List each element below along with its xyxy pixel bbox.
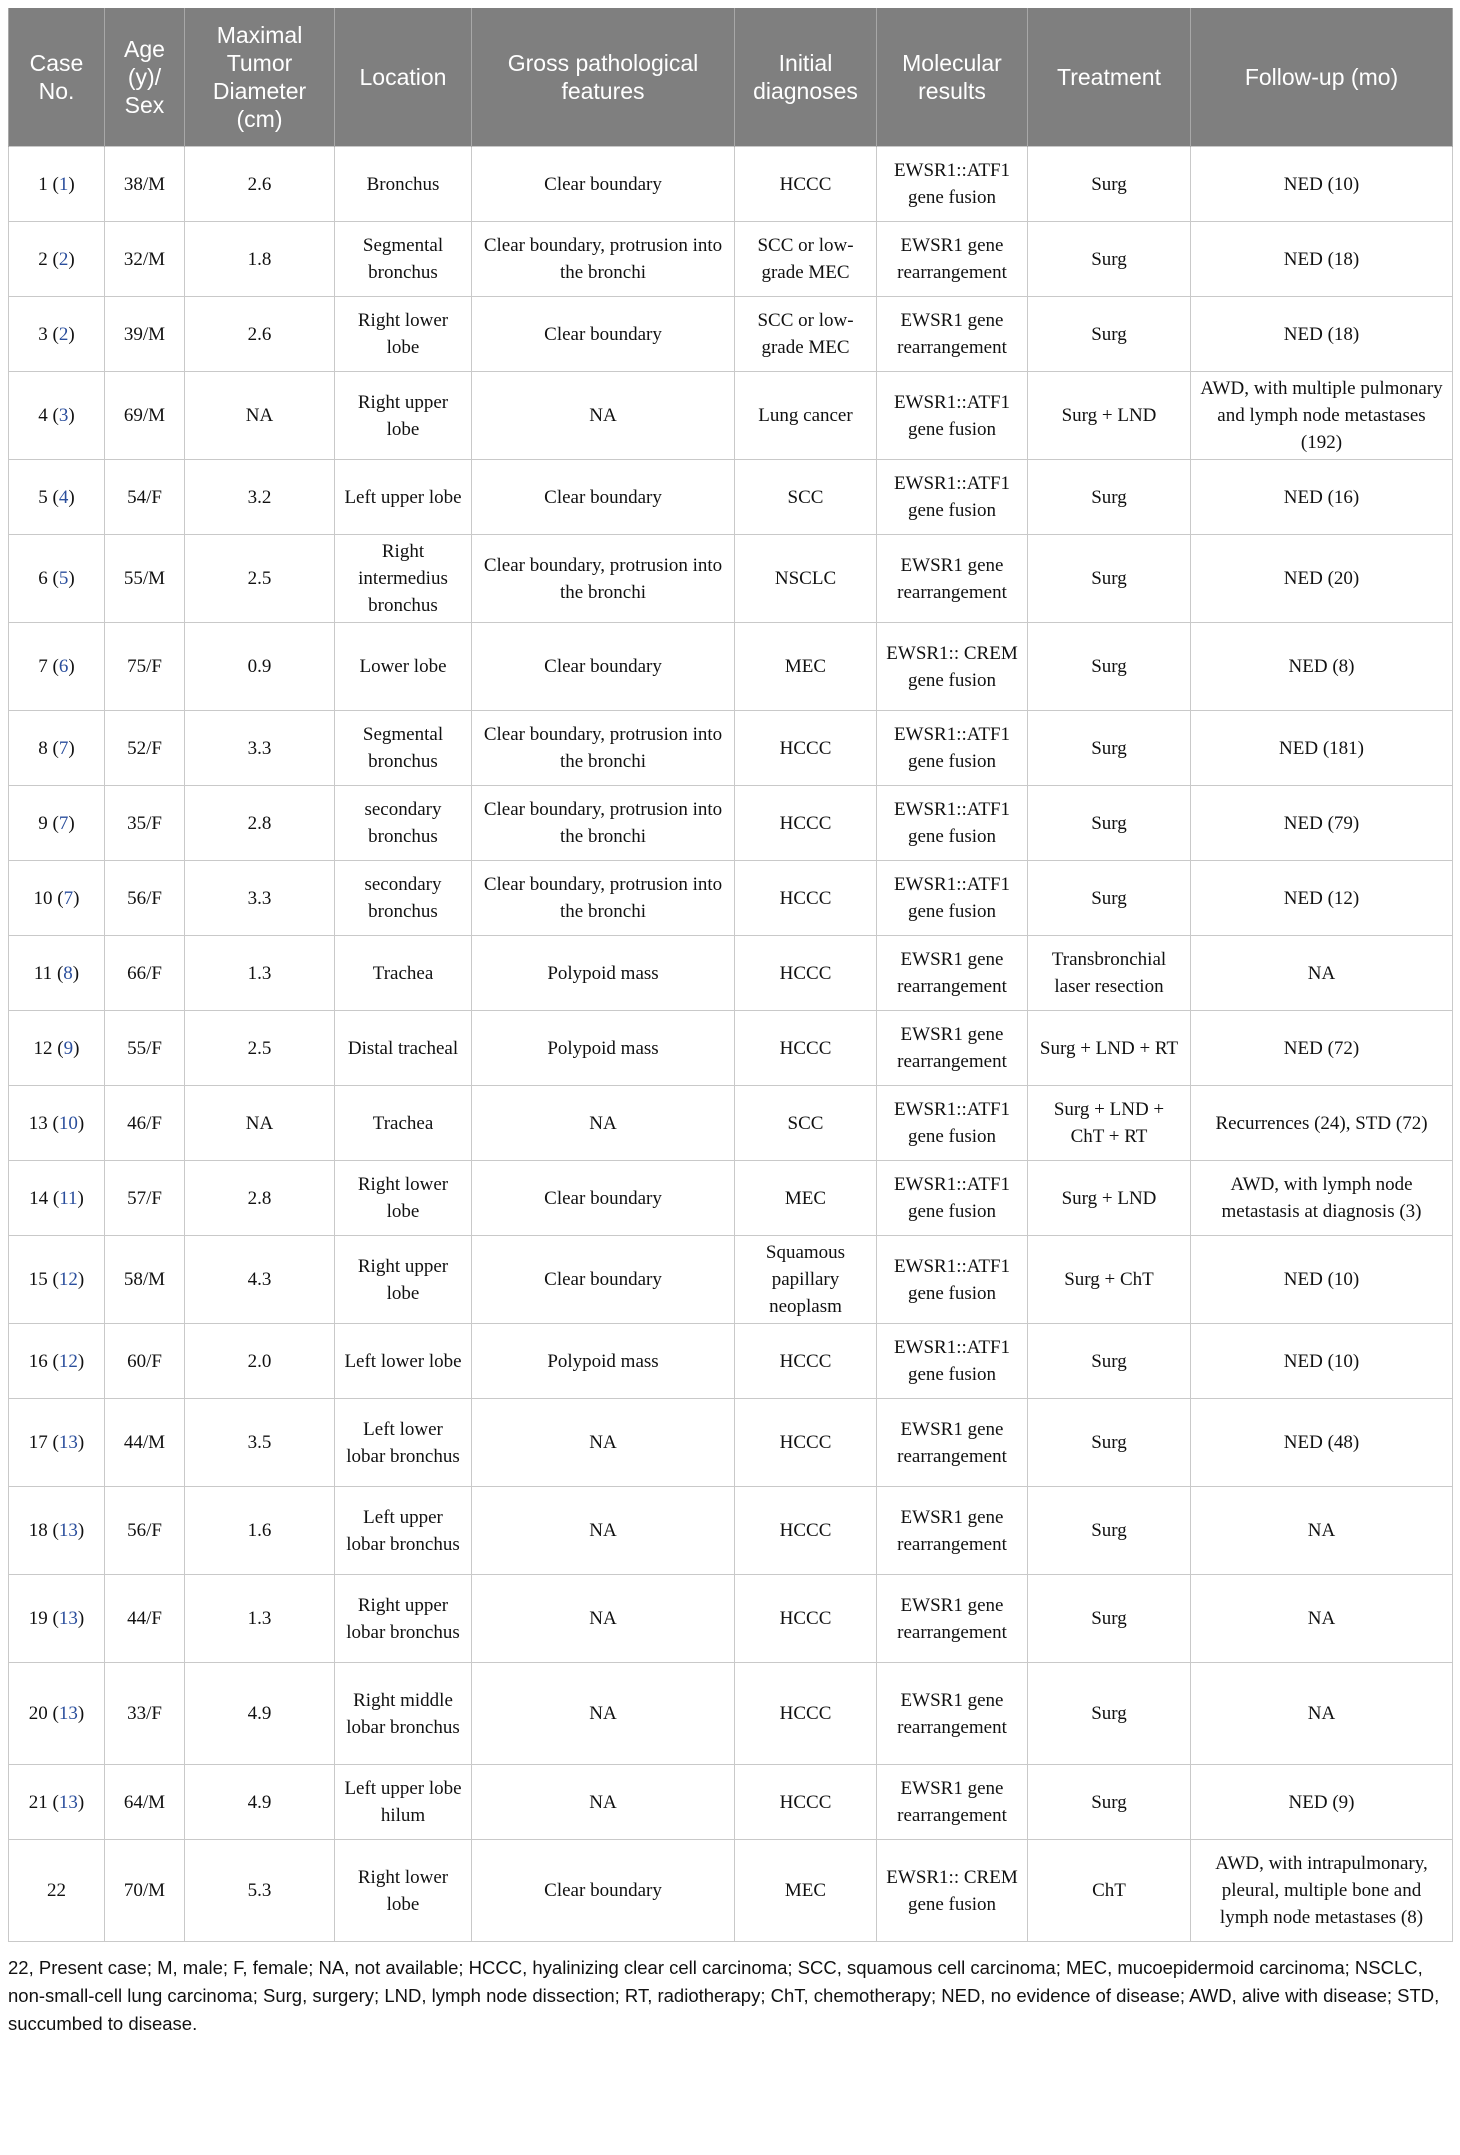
gross-features-cell: Clear boundary bbox=[472, 297, 735, 372]
reference-link[interactable]: 12 bbox=[58, 1350, 78, 1372]
location-cell: Trachea bbox=[335, 1086, 472, 1161]
molecular-cell: EWSR1 gene rearrangement bbox=[877, 1575, 1028, 1663]
diameter-cell: 1.3 bbox=[185, 1575, 335, 1663]
follow-up-cell: AWD, with multiple pulmonary and lymph node metastases (192) bbox=[1191, 372, 1453, 460]
gross-features-cell: Clear boundary, protrusion into the bronchi bbox=[472, 222, 735, 297]
case-number: 2 bbox=[38, 248, 48, 270]
diameter-cell: 1.6 bbox=[185, 1487, 335, 1575]
follow-up-cell: NED (20) bbox=[1191, 535, 1453, 623]
case-number: 11 bbox=[33, 962, 53, 984]
gross-features-cell: Clear boundary, protrusion into the bronchi bbox=[472, 711, 735, 786]
diagnosis-cell: HCCC bbox=[735, 147, 877, 222]
gross-features-cell: NA bbox=[472, 1765, 735, 1840]
follow-up-cell: NED (8) bbox=[1191, 623, 1453, 711]
follow-up-cell: NED (18) bbox=[1191, 222, 1453, 297]
diagnosis-cell: HCCC bbox=[735, 1765, 877, 1840]
treatment-cell: Surg + LND + RT bbox=[1028, 1011, 1191, 1086]
diameter-cell: 1.8 bbox=[185, 222, 335, 297]
reference-link[interactable]: 13 bbox=[58, 1703, 78, 1724]
location-cell: Segmental bronchus bbox=[335, 222, 472, 297]
case-table bbox=[8, 8, 1453, 1942]
diagnosis-cell: SCC or low-grade MEC bbox=[735, 222, 877, 297]
age-sex-cell: 44/M bbox=[105, 1399, 185, 1487]
diagnosis-cell: SCC bbox=[735, 460, 877, 535]
case-number: 13 bbox=[28, 1112, 48, 1134]
header-gross-features: Gross pathological features bbox=[472, 8, 735, 147]
diagnosis-cell: SCC bbox=[735, 1086, 877, 1161]
header-follow-up: Follow-up (mo) bbox=[1191, 8, 1453, 147]
diagnosis-cell: HCCC bbox=[735, 786, 877, 861]
diameter-cell: 2.6 bbox=[185, 297, 335, 372]
treatment-cell: Surg bbox=[1028, 297, 1191, 372]
case-no-cell: 10 (7) bbox=[9, 861, 105, 936]
case-number: 3 bbox=[38, 323, 48, 345]
gross-features-cell: Clear boundary, protrusion into the bronchi bbox=[472, 786, 735, 861]
table-row bbox=[9, 222, 1453, 297]
molecular-cell: EWSR1 gene rearrangement bbox=[877, 535, 1028, 623]
reference-link[interactable]: 2 bbox=[58, 323, 69, 345]
treatment-cell: ChT bbox=[1028, 1840, 1191, 1942]
location-cell: Left upper lobe hilum bbox=[335, 1765, 472, 1840]
case-no-cell: 16 (12) bbox=[9, 1324, 105, 1399]
gross-features-cell: Clear boundary bbox=[472, 460, 735, 535]
diameter-cell: NA bbox=[185, 1086, 335, 1161]
case-no-cell: 11 (8) bbox=[9, 936, 105, 1011]
case-no-cell: 6 (5) bbox=[9, 535, 105, 623]
diagnosis-cell: HCCC bbox=[735, 936, 877, 1011]
gross-features-cell: NA bbox=[472, 1663, 735, 1765]
location-cell: Left upper lobe bbox=[335, 460, 472, 535]
diagnosis-cell: HCCC bbox=[735, 861, 877, 936]
age-sex-cell: 75/F bbox=[105, 623, 185, 711]
location-cell: Distal tracheal bbox=[335, 1011, 472, 1086]
follow-up-cell: AWD, with intrapulmonary, pleural, multiple bone and lymph node metastases (8) bbox=[1191, 1840, 1453, 1942]
case-no-cell: 5 (4) bbox=[9, 460, 105, 535]
diagnosis-cell: MEC bbox=[735, 623, 877, 711]
table-row bbox=[9, 297, 1453, 372]
location-cell: Right middle lobar bronchus bbox=[335, 1663, 472, 1765]
location-cell: Left lower lobar bronchus bbox=[335, 1399, 472, 1487]
diagnosis-cell: MEC bbox=[735, 1161, 877, 1236]
reference-link[interactable]: 7 bbox=[58, 737, 69, 759]
molecular-cell: EWSR1:: CREM gene fusion bbox=[877, 1840, 1028, 1942]
diagnosis-cell: SCC or low-grade MEC bbox=[735, 297, 877, 372]
case-no-cell: 19 (13) bbox=[9, 1575, 105, 1663]
diagnosis-cell: HCCC bbox=[735, 1399, 877, 1487]
treatment-cell: Surg bbox=[1028, 711, 1191, 786]
molecular-cell: EWSR1::ATF1 gene fusion bbox=[877, 1324, 1028, 1399]
case-no-cell: 3 (2) bbox=[9, 297, 105, 372]
reference-link[interactable]: 2 bbox=[58, 248, 69, 270]
header-age-sex: Age (y)/ Sex bbox=[105, 8, 185, 147]
header-diameter: Maximal Tumor Diameter (cm) bbox=[185, 8, 335, 147]
molecular-cell: EWSR1::ATF1 gene fusion bbox=[877, 147, 1028, 222]
diameter-cell: 3.3 bbox=[185, 861, 335, 936]
molecular-cell: EWSR1::ATF1 gene fusion bbox=[877, 1236, 1028, 1324]
age-sex-cell: 57/F bbox=[105, 1161, 185, 1236]
follow-up-cell: NED (18) bbox=[1191, 297, 1453, 372]
gross-features-cell: Clear boundary, protrusion into the bronchi bbox=[472, 861, 735, 936]
age-sex-cell: 46/F bbox=[105, 1086, 185, 1161]
case-number: 15 bbox=[28, 1269, 48, 1290]
molecular-cell: EWSR1::ATF1 gene fusion bbox=[877, 786, 1028, 861]
treatment-cell: Surg + ChT bbox=[1028, 1236, 1191, 1324]
case-number: 7 bbox=[38, 656, 48, 677]
age-sex-cell: 35/F bbox=[105, 786, 185, 861]
diagnosis-cell: HCCC bbox=[735, 1487, 877, 1575]
table-row bbox=[9, 786, 1453, 861]
table-row bbox=[9, 1663, 1453, 1765]
follow-up-cell: NA bbox=[1191, 1663, 1453, 1765]
gross-features-cell: NA bbox=[472, 1399, 735, 1487]
age-sex-cell: 69/M bbox=[105, 372, 185, 460]
reference-link[interactable]: 3 bbox=[58, 405, 69, 426]
gross-features-cell: Clear boundary bbox=[472, 1236, 735, 1324]
gross-features-cell: Clear boundary bbox=[472, 147, 735, 222]
treatment-cell: Surg + LND bbox=[1028, 372, 1191, 460]
location-cell: Right lower lobe bbox=[335, 1161, 472, 1236]
table-row bbox=[9, 1236, 1453, 1324]
diameter-cell: 2.5 bbox=[185, 535, 335, 623]
treatment-cell: Surg bbox=[1028, 535, 1191, 623]
diagnosis-cell: Squamous papillary neoplasm bbox=[735, 1236, 877, 1324]
treatment-cell: Surg + LND bbox=[1028, 1161, 1191, 1236]
diameter-cell: 3.2 bbox=[185, 460, 335, 535]
case-number: 9 bbox=[38, 812, 48, 834]
case-no-cell: 9 (7) bbox=[9, 786, 105, 861]
follow-up-cell: NED (181) bbox=[1191, 711, 1453, 786]
case-no-cell: 21 (13) bbox=[9, 1765, 105, 1840]
age-sex-cell: 58/M bbox=[105, 1236, 185, 1324]
diagnosis-cell: MEC bbox=[735, 1840, 877, 1942]
table-footnote: 22, Present case; M, male; F, female; NA, not available; HCCC, hyalinizing clear cell carcinoma; SCC, squamous cell carcinoma; MEC, mucoepidermoid carcinoma; NSCLC, non-small-cell lung carcinoma; Surg, surgery; LND, lymph node dissection; RT, radiotherapy; ChT, chemotherapy; NED, no evidence of disease; AWD, alive with disease; STD, succumbed to disease. bbox=[8, 1957, 1440, 2034]
diagnosis-cell: Lung cancer bbox=[735, 372, 877, 460]
age-sex-cell: 55/F bbox=[105, 1011, 185, 1086]
case-no-cell: 14 (11) bbox=[9, 1161, 105, 1236]
case-number: 4 bbox=[38, 405, 48, 426]
diameter-cell: 0.9 bbox=[185, 623, 335, 711]
diameter-cell: 3.3 bbox=[185, 711, 335, 786]
header-molecular-results: Molecular results bbox=[877, 8, 1028, 147]
location-cell: Left upper lobar bronchus bbox=[335, 1487, 472, 1575]
gross-features-cell: Clear boundary bbox=[472, 1161, 735, 1236]
follow-up-cell: NED (48) bbox=[1191, 1399, 1453, 1487]
age-sex-cell: 54/F bbox=[105, 460, 185, 535]
case-no-cell: 7 (6) bbox=[9, 623, 105, 711]
gross-features-cell: NA bbox=[472, 1487, 735, 1575]
follow-up-cell: Recurrences (24), STD (72) bbox=[1191, 1086, 1453, 1161]
follow-up-cell: AWD, with lymph node metastasis at diagnosis (3) bbox=[1191, 1161, 1453, 1236]
document bbox=[8, 8, 1452, 2038]
table-row bbox=[9, 372, 1453, 460]
location-cell: Right upper lobe bbox=[335, 1236, 472, 1324]
molecular-cell: EWSR1 gene rearrangement bbox=[877, 936, 1028, 1011]
case-no-cell: 18 (13) bbox=[9, 1487, 105, 1575]
reference-link[interactable]: 11 bbox=[59, 1187, 78, 1209]
location-cell: Bronchus bbox=[335, 147, 472, 222]
table-row bbox=[9, 1011, 1453, 1086]
case-number: 16 bbox=[28, 1350, 48, 1372]
diameter-cell: 2.0 bbox=[185, 1324, 335, 1399]
diameter-cell: 2.8 bbox=[185, 786, 335, 861]
case-number: 20 bbox=[28, 1703, 48, 1724]
case-no-cell: 2 (2) bbox=[9, 222, 105, 297]
reference-link[interactable]: 8 bbox=[63, 962, 73, 984]
diameter-cell: 3.5 bbox=[185, 1399, 335, 1487]
treatment-cell: Transbronchial laser resection bbox=[1028, 936, 1191, 1011]
reference-link[interactable]: 10 bbox=[58, 1112, 78, 1134]
case-no-cell: 12 (9) bbox=[9, 1011, 105, 1086]
table-row bbox=[9, 1487, 1453, 1575]
molecular-cell: EWSR1::ATF1 gene fusion bbox=[877, 1086, 1028, 1161]
follow-up-cell: NED (79) bbox=[1191, 786, 1453, 861]
location-cell: secondary bronchus bbox=[335, 861, 472, 936]
table-row bbox=[9, 460, 1453, 535]
molecular-cell: EWSR1 gene rearrangement bbox=[877, 297, 1028, 372]
header-row bbox=[9, 8, 1453, 147]
case-number: 21 bbox=[28, 1791, 48, 1813]
table-row bbox=[9, 1840, 1453, 1942]
reference-link[interactable]: 1 bbox=[58, 173, 69, 195]
treatment-cell: Surg bbox=[1028, 1399, 1191, 1487]
reference-link[interactable]: 4 bbox=[58, 486, 69, 508]
diameter-cell: 2.6 bbox=[185, 147, 335, 222]
treatment-cell: Surg bbox=[1028, 1663, 1191, 1765]
reference-link[interactable]: 6 bbox=[58, 656, 69, 677]
molecular-cell: EWSR1 gene rearrangement bbox=[877, 1765, 1028, 1840]
case-no-cell: 20 (13) bbox=[9, 1663, 105, 1765]
age-sex-cell: 44/F bbox=[105, 1575, 185, 1663]
diameter-cell: 4.9 bbox=[185, 1663, 335, 1765]
case-no-cell: 1 (1) bbox=[9, 147, 105, 222]
case-number: 5 bbox=[38, 486, 48, 508]
case-no-cell: 15 (12) bbox=[9, 1236, 105, 1324]
diagnosis-cell: HCCC bbox=[735, 1663, 877, 1765]
age-sex-cell: 55/M bbox=[105, 535, 185, 623]
treatment-cell: Surg bbox=[1028, 222, 1191, 297]
case-no-cell: 17 (13) bbox=[9, 1399, 105, 1487]
reference-link[interactable]: 7 bbox=[58, 812, 69, 834]
location-cell: Right lower lobe bbox=[335, 1840, 472, 1942]
reference-link[interactable]: 9 bbox=[63, 1037, 74, 1059]
case-no-cell: 13 (10) bbox=[9, 1086, 105, 1161]
gross-features-cell: Clear boundary bbox=[472, 623, 735, 711]
gross-features-cell: Clear boundary bbox=[472, 1840, 735, 1942]
case-number: 18 bbox=[28, 1520, 48, 1541]
location-cell: Right lower lobe bbox=[335, 297, 472, 372]
treatment-cell: Surg bbox=[1028, 786, 1191, 861]
gross-features-cell: NA bbox=[472, 372, 735, 460]
location-cell: Right upper lobe bbox=[335, 372, 472, 460]
treatment-cell: Surg bbox=[1028, 460, 1191, 535]
reference-link[interactable]: 13 bbox=[58, 1432, 78, 1453]
age-sex-cell: 52/F bbox=[105, 711, 185, 786]
table-row bbox=[9, 1086, 1453, 1161]
molecular-cell: EWSR1:: CREM gene fusion bbox=[877, 623, 1028, 711]
age-sex-cell: 56/F bbox=[105, 861, 185, 936]
molecular-cell: EWSR1 gene rearrangement bbox=[877, 1487, 1028, 1575]
gross-features-cell: Polypoid mass bbox=[472, 1011, 735, 1086]
follow-up-cell: NA bbox=[1191, 1575, 1453, 1663]
table-row bbox=[9, 936, 1453, 1011]
treatment-cell: Surg bbox=[1028, 147, 1191, 222]
table-row bbox=[9, 623, 1453, 711]
treatment-cell: Surg bbox=[1028, 861, 1191, 936]
treatment-cell: Surg bbox=[1028, 1487, 1191, 1575]
table-row bbox=[9, 1399, 1453, 1487]
table-row bbox=[9, 1161, 1453, 1236]
location-cell: Right intermedius bronchus bbox=[335, 535, 472, 623]
follow-up-cell: NA bbox=[1191, 936, 1453, 1011]
location-cell: Segmental bronchus bbox=[335, 711, 472, 786]
gross-features-cell: Polypoid mass bbox=[472, 936, 735, 1011]
table-row bbox=[9, 1765, 1453, 1840]
treatment-cell: Surg bbox=[1028, 1575, 1191, 1663]
molecular-cell: EWSR1::ATF1 gene fusion bbox=[877, 372, 1028, 460]
follow-up-cell: NED (10) bbox=[1191, 1324, 1453, 1399]
diagnosis-cell: HCCC bbox=[735, 1575, 877, 1663]
treatment-cell: Surg bbox=[1028, 1324, 1191, 1399]
diameter-cell: 5.3 bbox=[185, 1840, 335, 1942]
follow-up-cell: NED (10) bbox=[1191, 1236, 1453, 1324]
reference-link[interactable]: 13 bbox=[58, 1791, 78, 1813]
molecular-cell: EWSR1::ATF1 gene fusion bbox=[877, 711, 1028, 786]
age-sex-cell: 56/F bbox=[105, 1487, 185, 1575]
molecular-cell: EWSR1::ATF1 gene fusion bbox=[877, 861, 1028, 936]
gross-features-cell: NA bbox=[472, 1086, 735, 1161]
molecular-cell: EWSR1::ATF1 gene fusion bbox=[877, 460, 1028, 535]
case-number: 14 bbox=[29, 1187, 49, 1209]
age-sex-cell: 64/M bbox=[105, 1765, 185, 1840]
table-row bbox=[9, 711, 1453, 786]
case-number: 8 bbox=[38, 737, 48, 759]
gross-features-cell: Polypoid mass bbox=[472, 1324, 735, 1399]
location-cell: Trachea bbox=[335, 936, 472, 1011]
diameter-cell: 2.8 bbox=[185, 1161, 335, 1236]
age-sex-cell: 32/M bbox=[105, 222, 185, 297]
reference-link[interactable]: 7 bbox=[63, 887, 74, 909]
diagnosis-cell: NSCLC bbox=[735, 535, 877, 623]
diameter-cell: 1.3 bbox=[185, 936, 335, 1011]
diameter-cell: 4.9 bbox=[185, 1765, 335, 1840]
table-row bbox=[9, 1324, 1453, 1399]
age-sex-cell: 39/M bbox=[105, 297, 185, 372]
treatment-cell: Surg bbox=[1028, 1765, 1191, 1840]
location-cell: Lower lobe bbox=[335, 623, 472, 711]
case-number: 22 bbox=[47, 1880, 66, 1901]
age-sex-cell: 33/F bbox=[105, 1663, 185, 1765]
molecular-cell: EWSR1 gene rearrangement bbox=[877, 1011, 1028, 1086]
age-sex-cell: 70/M bbox=[105, 1840, 185, 1942]
follow-up-cell: NED (9) bbox=[1191, 1765, 1453, 1840]
diagnosis-cell: HCCC bbox=[735, 711, 877, 786]
table-body bbox=[9, 147, 1453, 1942]
diameter-cell: 4.3 bbox=[185, 1236, 335, 1324]
age-sex-cell: 66/F bbox=[105, 936, 185, 1011]
header-location: Location bbox=[335, 8, 472, 147]
table-row bbox=[9, 535, 1453, 623]
molecular-cell: EWSR1 gene rearrangement bbox=[877, 1399, 1028, 1487]
age-sex-cell: 38/M bbox=[105, 147, 185, 222]
case-number: 10 bbox=[33, 887, 53, 909]
case-number: 6 bbox=[38, 568, 48, 589]
table-row bbox=[9, 861, 1453, 936]
diameter-cell: NA bbox=[185, 372, 335, 460]
location-cell: Right upper lobar bronchus bbox=[335, 1575, 472, 1663]
case-number: 17 bbox=[28, 1432, 48, 1453]
reference-link[interactable]: 13 bbox=[58, 1520, 78, 1541]
header-initial-diagnoses: Initial diagnoses bbox=[735, 8, 877, 147]
case-no-cell: 8 (7) bbox=[9, 711, 105, 786]
molecular-cell: EWSR1::ATF1 gene fusion bbox=[877, 1161, 1028, 1236]
gross-features-cell: Clear boundary, protrusion into the bronchi bbox=[472, 535, 735, 623]
molecular-cell: EWSR1 gene rearrangement bbox=[877, 222, 1028, 297]
table-row bbox=[9, 1575, 1453, 1663]
treatment-cell: Surg bbox=[1028, 623, 1191, 711]
gross-features-cell: NA bbox=[472, 1575, 735, 1663]
follow-up-cell: NA bbox=[1191, 1487, 1453, 1575]
follow-up-cell: NED (16) bbox=[1191, 460, 1453, 535]
follow-up-cell: NED (10) bbox=[1191, 147, 1453, 222]
header-case-no: Case No. bbox=[9, 8, 105, 147]
diameter-cell: 2.5 bbox=[185, 1011, 335, 1086]
location-cell: Left lower lobe bbox=[335, 1324, 472, 1399]
diagnosis-cell: HCCC bbox=[735, 1324, 877, 1399]
case-no-cell bbox=[9, 1840, 105, 1942]
reference-link[interactable]: 5 bbox=[58, 568, 69, 589]
age-sex-cell: 60/F bbox=[105, 1324, 185, 1399]
follow-up-cell: NED (72) bbox=[1191, 1011, 1453, 1086]
treatment-cell: Surg + LND + ChT + RT bbox=[1028, 1086, 1191, 1161]
table-row bbox=[9, 147, 1453, 222]
reference-link[interactable]: 13 bbox=[58, 1608, 78, 1629]
molecular-cell: EWSR1 gene rearrangement bbox=[877, 1663, 1028, 1765]
diagnosis-cell: HCCC bbox=[735, 1011, 877, 1086]
reference-link[interactable]: 12 bbox=[58, 1269, 78, 1290]
location-cell: secondary bronchus bbox=[335, 786, 472, 861]
case-number: 19 bbox=[28, 1608, 48, 1629]
follow-up-cell: NED (12) bbox=[1191, 861, 1453, 936]
case-number: 12 bbox=[33, 1037, 53, 1059]
case-number: 1 bbox=[38, 173, 48, 195]
header-treatment: Treatment bbox=[1028, 8, 1191, 147]
case-no-cell: 4 (3) bbox=[9, 372, 105, 460]
